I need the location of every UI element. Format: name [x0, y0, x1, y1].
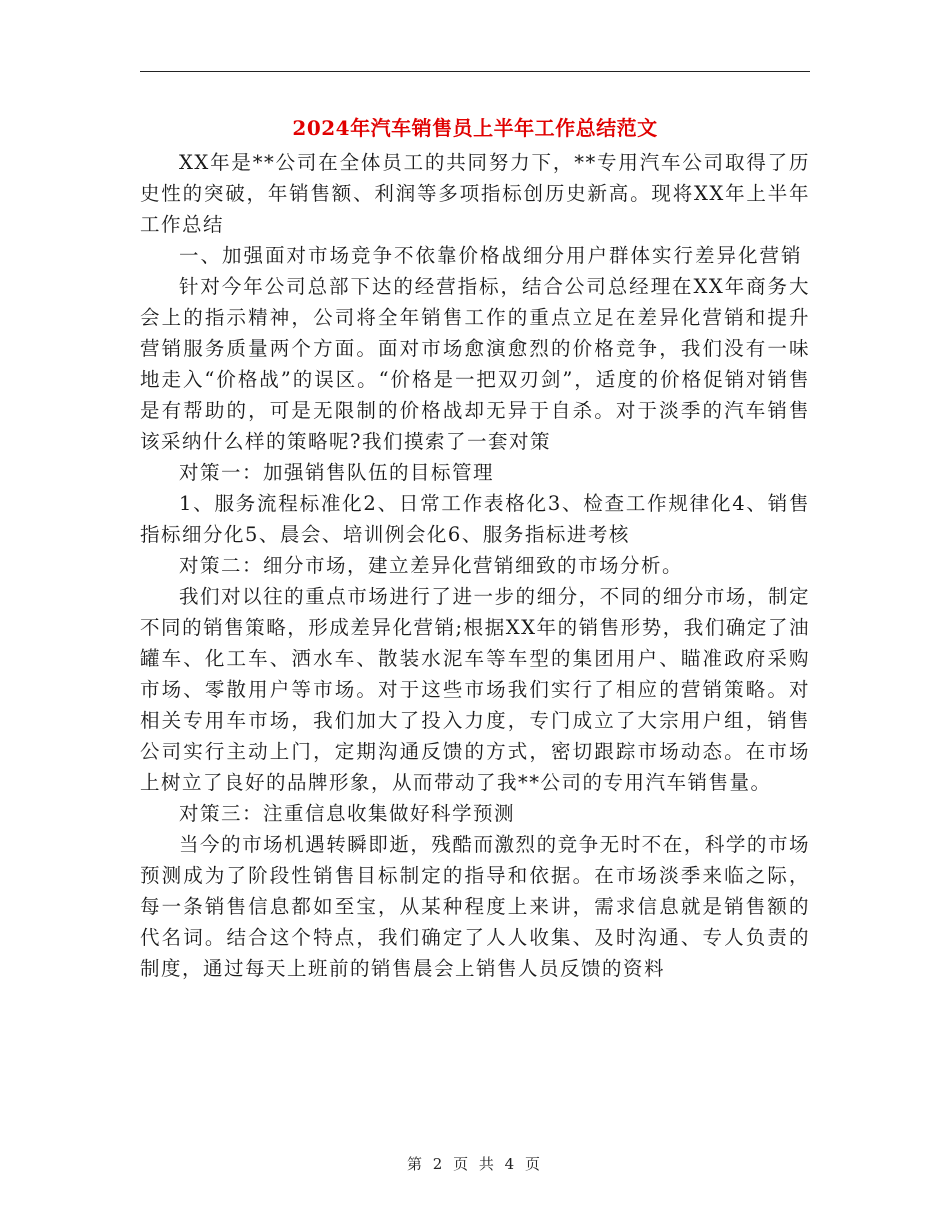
- paragraph-market-segmentation: 我们对以往的重点市场进行了进一步的细分，不同的细分市场，制定不同的销售策略，形成差异化营销;根据XX年的销售形势，我们确定了油罐车、化工车、洒水车、散装水泥车等车型的集团用户、瞄准政府采购市场、零散用户等市场。对于这些市场我们实行了相应的营销策略。对相关专用车市场，我们加大了投入力度，专门成立了大宗用户组，销售公司实行主动上门，定期沟通反馈的方式，密切跟踪市场动态。在市场上树立了良好的品牌形象，从而带动了我**公司的专用汽车销售量。: [140, 585, 810, 794]
- strategy-heading-2: 对策二：细分市场，建立差异化营销细致的市场分析。: [179, 554, 684, 577]
- page-number: 第 2 页 共 4 页: [407, 1155, 543, 1173]
- document-title: 2024年汽车销售员上半年工作总结范文: [292, 116, 658, 140]
- paragraph-pricing: 针对今年公司总部下达的经营指标，结合公司总经理在XX年商务大会上的指示精神，公司将全年销售工作的重点立足在差异化营销和提升营销服务质量两个方面。面对市场愈演愈烈的价格竞争，我们没有一味地走入“价格战”的误区。“价格是一把双刃剑”，适度的价格促销对销售是有帮助的，可是无限制的价格战却无异于自杀。对于淡季的汽车销售该采纳什么样的策略呢?我们摸索了一套对策: [140, 275, 810, 453]
- paragraph-strategy-list: 1、服务流程标准化2、日常工作表格化3、检查工作规律化4、销售指标细分化5、晨会、培训例会化6、服务指标进考核: [140, 492, 810, 546]
- paragraph-intro: XX年是**公司在全体员工的共同努力下，**专用汽车公司取得了历史性的突破，年销售额、利润等多项指标创历史新高。现将XX年上半年工作总结: [140, 151, 810, 236]
- header-rule: [140, 71, 810, 72]
- paragraph-forecasting: 当今的市场机遇转瞬即逝，残酷而激烈的竞争无时不在，科学的市场预测成为了阶段性销售目标制定的指导和依据。在市场淡季来临之际，每一条销售信息都如至宝，从某种程度上来讲，需求信息就是销售额的代名词。结合这个特点，我们确定了人人收集、及时沟通、专人负责的制度，通过每天上班前的销售晨会上销售人员反馈的资料: [140, 833, 810, 980]
- section-heading-1: 一、加强面对市场竞争不依靠价格战细分用户群体实行差异化营销: [179, 244, 803, 267]
- strategy-heading-3: 对策三：注重信息收集做好科学预测: [179, 802, 516, 825]
- document-body: [140, 147, 810, 984]
- strategy-heading-1: 对策一：加强销售队伍的目标管理: [179, 461, 495, 484]
